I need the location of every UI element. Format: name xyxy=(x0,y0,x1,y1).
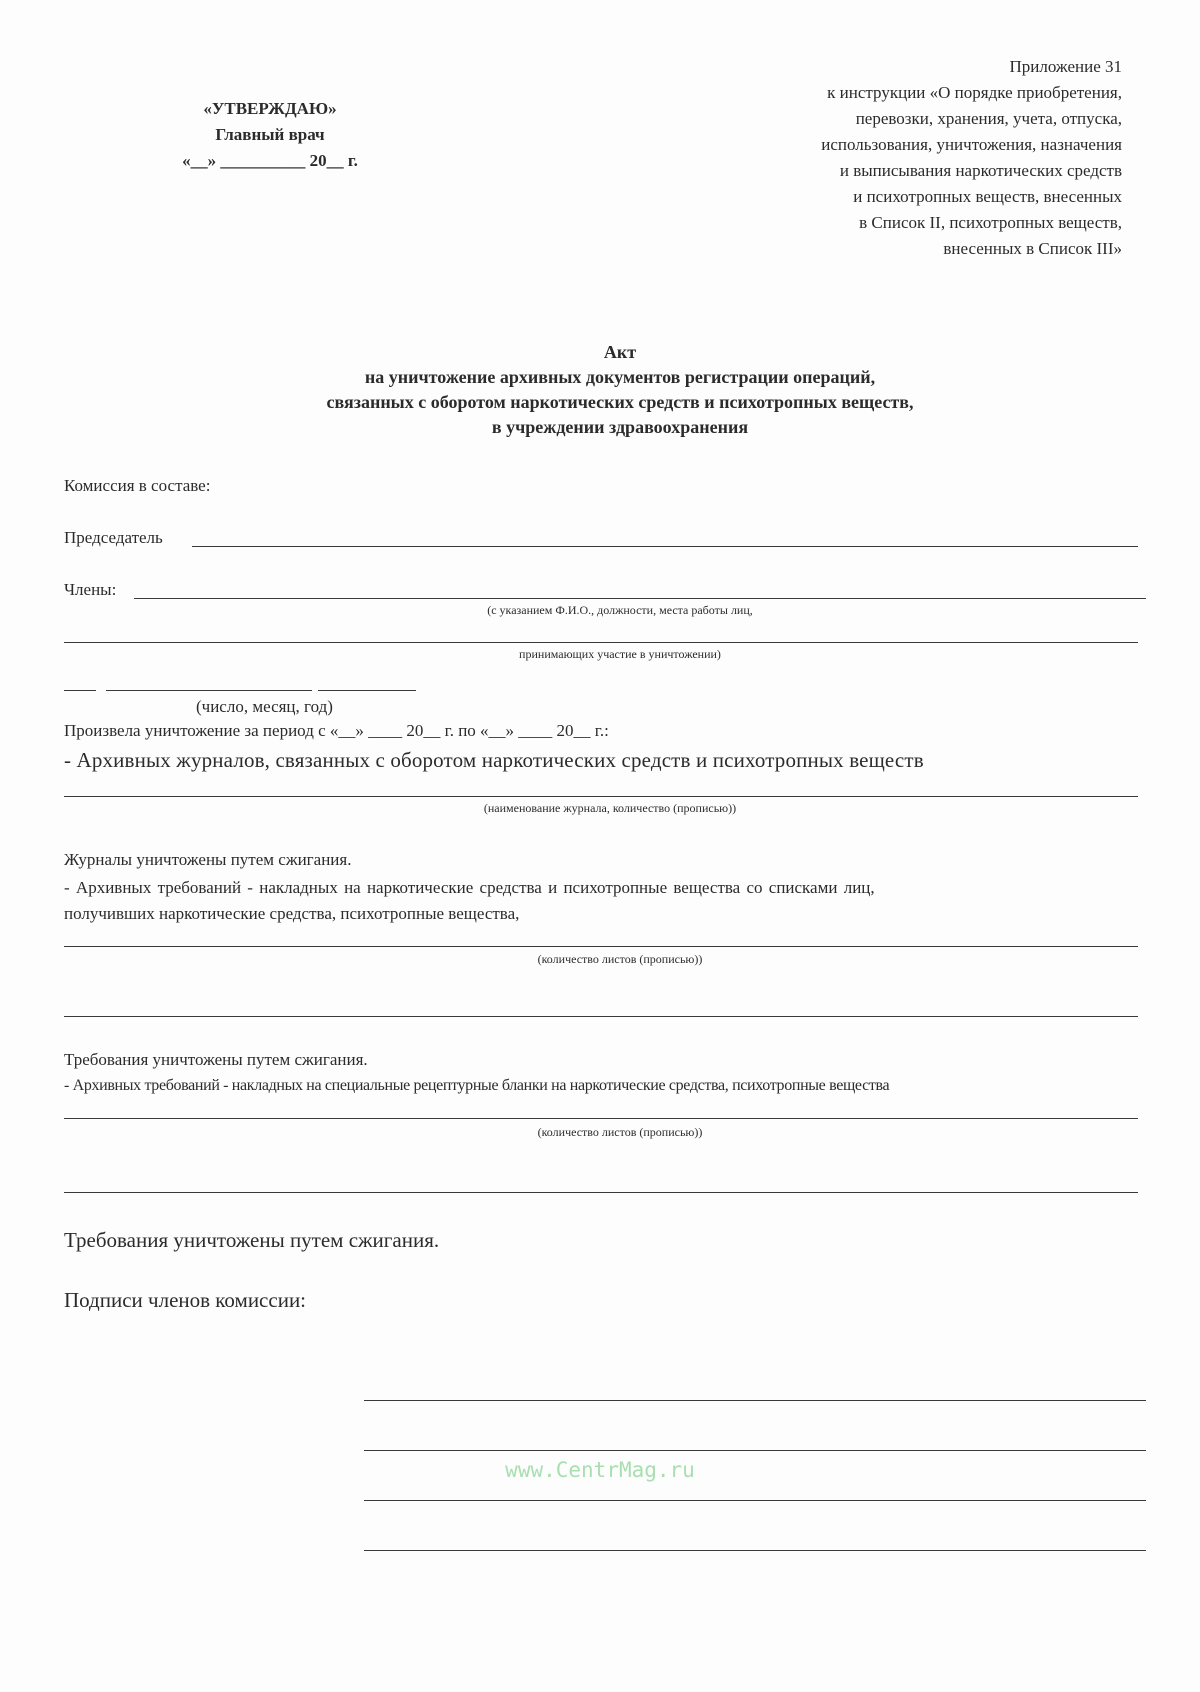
title-line: в учреждении здравоохранения xyxy=(491,417,749,437)
requests1-destroyed: Требования уничтожены путем сжигания. xyxy=(64,1050,368,1069)
requests1-caption: (количество листов (прописью)) xyxy=(537,952,703,966)
appendix-line: к инструкции «О порядке приобретения, xyxy=(827,83,1122,102)
journals-field[interactable] xyxy=(64,796,1138,797)
appendix-block xyxy=(692,54,1122,262)
appendix-line: внесенных в Список III» xyxy=(943,239,1122,258)
requests2-field[interactable] xyxy=(64,1118,1138,1119)
commission-label: Комиссия в составе: xyxy=(64,476,211,495)
signature-line[interactable] xyxy=(364,1400,1146,1401)
appendix-line: использования, уничтожения, назначения xyxy=(821,135,1122,154)
signatures-label: Подписи членов комиссии: xyxy=(64,1288,307,1312)
appendix-line: Приложение 31 xyxy=(1009,57,1122,76)
appendix-line: и психотропных веществ, внесенных xyxy=(853,187,1122,206)
title-line: связанных с оборотом наркотических средств и психотропных веществ, xyxy=(326,392,914,412)
chairman-label: Председатель xyxy=(64,528,163,547)
title-line: Акт xyxy=(603,342,637,362)
date-caption: (число, месяц, год) xyxy=(196,697,333,716)
appendix-line: в Список II, психотропных веществ, xyxy=(859,213,1122,232)
signature-line[interactable] xyxy=(364,1450,1146,1451)
document-title xyxy=(160,340,1080,440)
period-text: Произвела уничтожение за период с «__» ____ 20__ г. по «__» ____ 20__ г.: xyxy=(64,721,609,740)
appendix-line: перевозки, хранения, учета, отпуска, xyxy=(855,109,1122,128)
date-day-field[interactable] xyxy=(64,690,96,691)
signature-line[interactable] xyxy=(364,1550,1146,1551)
approval-heading: «УТВЕРЖДАЮ» xyxy=(203,99,337,118)
members-field-2[interactable] xyxy=(64,642,1138,643)
journals-caption: (наименование журнала, количество (прописью)) xyxy=(483,801,737,815)
members-field[interactable] xyxy=(134,598,1146,599)
requests1-field[interactable] xyxy=(64,946,1138,947)
members-caption: (с указанием Ф.И.О., должности, места работы лиц, xyxy=(487,603,753,617)
requests1-line2: получивших наркотические средства, психотропные вещества, xyxy=(64,904,520,923)
requests2-caption: (количество листов (прописью)) xyxy=(537,1125,703,1139)
requests2-field-2[interactable] xyxy=(64,1192,1138,1193)
members-caption-2: принимающих участие в уничтожении) xyxy=(519,647,721,661)
approval-block xyxy=(150,96,390,174)
requests1-field-2[interactable] xyxy=(64,1016,1138,1017)
requests1-line1: - Архивных требований - накладных на наркотические средства и психотропные вещества со списками лиц, xyxy=(64,878,875,897)
approval-position: Главный врач xyxy=(215,125,325,144)
chairman-field[interactable] xyxy=(192,546,1138,547)
appendix-line: и выписывания наркотических средств xyxy=(839,161,1122,180)
approval-date: «__» __________ 20__ г. xyxy=(182,151,358,170)
date-year-field[interactable] xyxy=(318,690,416,691)
requests2-destroyed: Требования уничтожены путем сжигания. xyxy=(64,1228,440,1252)
journals-item: - Архивных журналов, связанных с оборотом наркотических средств и психотропных веществ xyxy=(64,748,924,772)
members-label: Члены: xyxy=(64,580,117,599)
journals-destroyed: Журналы уничтожены путем сжигания. xyxy=(64,850,352,869)
signature-line[interactable] xyxy=(364,1500,1146,1501)
title-line: на уничтожение архивных документов регистрации операций, xyxy=(364,367,876,387)
watermark-text: www.CentrMag.ru xyxy=(505,1458,695,1482)
date-month-field[interactable] xyxy=(106,690,312,691)
requests2-line1: - Архивных требований - накладных на специальные рецептурные бланки на наркотические средства, психотропные вещества xyxy=(64,1077,890,1094)
